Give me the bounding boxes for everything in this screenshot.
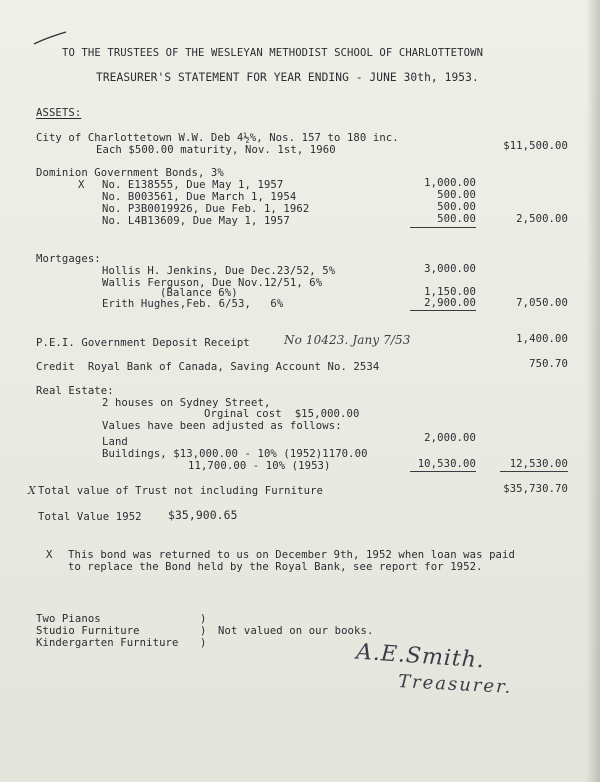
signature-name: A.E.Smith. xyxy=(355,639,486,674)
dominion-bond-amount: 1,000.00 xyxy=(424,177,476,189)
mortgage-desc: Hollis H. Jenkins, Due Dec.23/52, 5% xyxy=(102,265,336,277)
total-trust-marker: X xyxy=(28,484,36,497)
document-subtitle: TREASURER'S STATEMENT FOR YEAR ENDING - JUNE 30th, 1953. xyxy=(96,71,479,84)
total-1952-label: Total Value 1952 xyxy=(38,511,142,523)
mortgage-amount: 2,900.00 xyxy=(424,297,476,309)
dominion-bond-desc: No. B003561, Due March 1, 1954 xyxy=(102,191,297,203)
city-debenture-line2: Each $500.00 maturity, Nov. 1st, 1960 xyxy=(96,144,336,156)
city-debenture-total: $11,500.00 xyxy=(503,140,568,152)
real-estate-heading: Real Estate: xyxy=(36,385,114,397)
total-trust-label: Total value of Trust not including Furniture xyxy=(38,485,324,497)
mortgage-subtotal-rule xyxy=(410,310,476,311)
real-estate-total: 12,530.00 xyxy=(509,458,568,470)
furniture-bracket: ) xyxy=(200,613,207,625)
dominion-bond-amount: 500.00 xyxy=(437,189,476,201)
real-estate-buildings-line2: 11,700.00 - 10% (1953) xyxy=(188,460,331,472)
mortgage-amount: 3,000.00 xyxy=(424,263,476,275)
dominion-bond-desc: No. L4B13609, Due May 1, 1957 xyxy=(102,215,290,227)
signature-title: Treasurer. xyxy=(397,671,513,698)
furniture-bracket: ) xyxy=(200,637,207,649)
assets-heading: ASSETS: xyxy=(36,107,82,119)
footnote-line2: to replace the Bond held by the Royal Bank, see report for 1952. xyxy=(68,561,483,573)
furniture-item: Two Pianos xyxy=(36,613,101,625)
real-estate-line: 2 houses on Sydney Street, xyxy=(102,397,271,409)
real-estate-line: Values have been adjusted as follows: xyxy=(102,420,342,432)
mortgages-heading: Mortgages: xyxy=(36,253,101,265)
dominion-bond-marker: X xyxy=(78,179,85,191)
real-estate-total-rule xyxy=(500,471,568,472)
real-estate-line: Orginal cost $15,000.00 xyxy=(204,408,360,420)
mortgage-amount: 1,150.00 xyxy=(424,286,476,298)
dominion-bond-amount: 500.00 xyxy=(437,201,476,213)
page-edge-shadow xyxy=(586,0,600,782)
total-trust-value: $35,730.70 xyxy=(503,483,568,495)
real-estate-land-label: Land xyxy=(102,436,128,448)
total-1952-value: $35,900.65 xyxy=(168,508,238,522)
mortgage-desc: (Balance 6%) xyxy=(160,287,238,299)
furniture-item: Studio Furniture xyxy=(36,625,140,637)
city-debenture-line1: City of Charlottetown W.W. Deb 4½%, Nos. 157 to 180 inc. xyxy=(36,132,399,144)
pei-deposit-total: 1,400.00 xyxy=(516,333,568,345)
real-estate-buildings-line1: Buildings, $13,000.00 - 10% (1952)1170.00 xyxy=(102,448,368,460)
footnote-marker: X xyxy=(46,549,53,561)
mortgage-desc: Erith Hughes,Feb. 6/53, 6% xyxy=(102,298,284,310)
furniture-item: Kindergarten Furniture xyxy=(36,637,179,649)
furniture-bracket: ) xyxy=(200,625,207,637)
royal-bank-credit-total: 750.70 xyxy=(529,358,568,370)
dominion-bond-amount: 500.00 xyxy=(437,213,476,225)
furniture-note: Not valued on our books. xyxy=(218,625,374,637)
dominion-bond-desc: No. E138555, Due May 1, 1957 xyxy=(102,179,284,191)
mortgages-total: 7,050.00 xyxy=(516,297,568,309)
dominion-subtotal-rule xyxy=(410,227,476,228)
document-title: TO THE TRUSTEES OF THE WESLEYAN METHODIST SCHOOL OF CHARLOTTETOWN xyxy=(62,47,484,59)
dominion-bonds-heading: Dominion Government Bonds, 3% xyxy=(36,167,224,179)
dominion-bond-desc: No. P3B0019926, Due Feb. 1, 1962 xyxy=(102,203,310,215)
pei-deposit-handwritten-note: No 10423. Jany 7/53 xyxy=(284,333,411,347)
pei-deposit-label: P.E.I. Government Deposit Receipt xyxy=(36,337,250,349)
mortgage-desc: Wallis Ferguson, Due Nov.12/51, 6% xyxy=(102,277,323,289)
footnote-line1: This bond was returned to us on December 9th, 1952 when loan was paid xyxy=(68,549,515,561)
real-estate-land-amount: 2,000.00 xyxy=(424,432,476,444)
pen-mark-icon xyxy=(32,30,68,48)
real-estate-buildings-amount: 10,530.00 xyxy=(417,458,476,470)
dominion-bonds-total: 2,500.00 xyxy=(516,213,568,225)
royal-bank-credit-label: Credit Royal Bank of Canada, Saving Account No. 2534 xyxy=(36,361,380,373)
real-estate-subtotal-rule xyxy=(410,471,476,472)
